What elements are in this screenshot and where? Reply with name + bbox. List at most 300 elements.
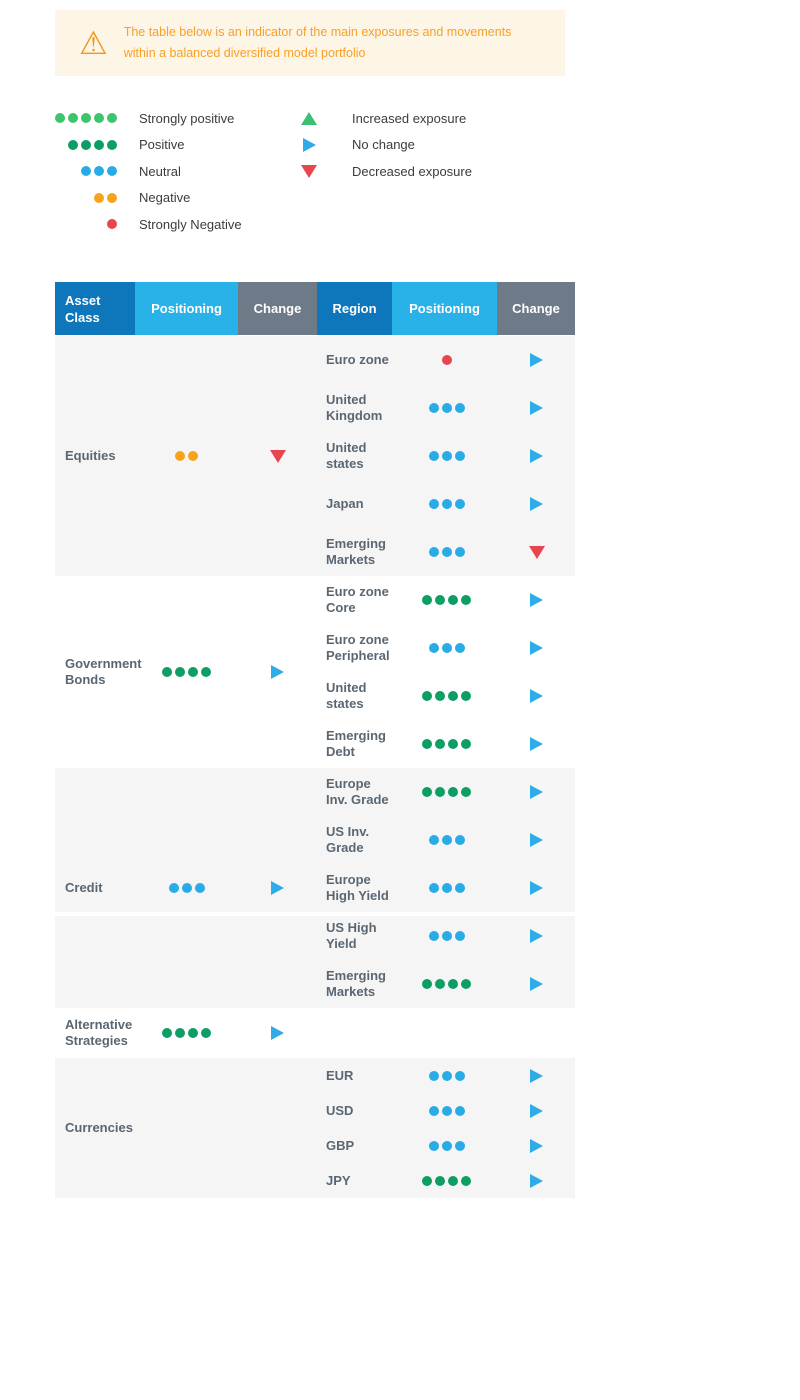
- positioning-dot: [455, 1141, 465, 1151]
- legend-row: [55, 158, 242, 185]
- region-row: [317, 768, 575, 816]
- region-row: [317, 384, 575, 432]
- region-row: [317, 480, 575, 528]
- positioning-dot: [448, 1176, 458, 1186]
- positioning-dots: [105, 219, 118, 229]
- positioning-dots: [427, 547, 466, 557]
- right-arrow-icon: [530, 881, 543, 895]
- region-label: GBP: [326, 1137, 355, 1153]
- region-positioning-cell: [395, 883, 498, 893]
- positioning-dots: [427, 1141, 466, 1151]
- legend-row: [300, 105, 472, 132]
- asset-change-cell: [238, 336, 317, 576]
- positioning-dots: [161, 1028, 213, 1038]
- right-arrow-icon: [530, 401, 543, 415]
- regions-column: [317, 336, 575, 576]
- region-name-cell: [317, 1138, 395, 1154]
- asset-change-cell: [238, 1058, 317, 1198]
- region-label: Emerging Markets: [326, 536, 386, 567]
- positioning-dot: [429, 451, 439, 461]
- region-row: [317, 432, 575, 480]
- positioning-dot: [448, 691, 458, 701]
- positioning-dot: [188, 667, 198, 677]
- legend-label: Increased exposure: [352, 110, 467, 126]
- region-name-cell: [317, 352, 395, 368]
- region-change-cell: [498, 353, 575, 367]
- asset-class-cell: [55, 1058, 135, 1198]
- positioning-dot: [429, 931, 439, 941]
- right-arrow-icon: [530, 737, 543, 751]
- asset-group-credit: [55, 768, 575, 1008]
- region-row: [317, 1058, 575, 1093]
- positioning-dot: [455, 403, 465, 413]
- positioning-dot: [429, 499, 439, 509]
- positioning-dots: [421, 787, 473, 797]
- region-row: [317, 624, 575, 672]
- region-positioning-cell: [395, 1106, 498, 1116]
- asset-class-label: Currencies: [65, 1120, 133, 1135]
- positioning-dot: [448, 979, 458, 989]
- asset-change-cell: [238, 768, 317, 1008]
- right-arrow-icon: [530, 449, 543, 463]
- region-positioning-cell: [395, 451, 498, 461]
- positioning-dot: [107, 193, 117, 203]
- legend-dots: [55, 140, 118, 150]
- header-cell-region-3: [317, 282, 392, 335]
- positioning-dots: [427, 1106, 466, 1116]
- positioning-dots: [421, 595, 473, 605]
- legend-row: [55, 105, 242, 132]
- region-label: Europe Inv. Grade: [326, 776, 389, 807]
- region-label: Emerging Debt: [326, 728, 386, 759]
- asset-class-label: Government Bonds: [65, 656, 142, 687]
- region-positioning-cell: [395, 979, 498, 989]
- asset-class-cell: [55, 1008, 135, 1058]
- legend-label: Strongly positive: [139, 110, 235, 126]
- positioning-dots: [440, 355, 453, 365]
- legend-symbol: [300, 165, 318, 178]
- positioning-dot: [107, 140, 117, 150]
- asset-positioning-cell: [135, 768, 238, 1008]
- legend: [55, 105, 575, 240]
- positioning-dot: [94, 193, 104, 203]
- positioning-dot: [422, 691, 432, 701]
- region-positioning-cell: [395, 355, 498, 365]
- right-arrow-icon: [530, 929, 543, 943]
- asset-change-cell: [238, 576, 317, 768]
- region-row: [317, 1093, 575, 1128]
- positioning-dot: [461, 1176, 471, 1186]
- positioning-dot: [169, 883, 179, 893]
- legend-label: Positive: [139, 137, 185, 153]
- positioning-dot: [442, 547, 452, 557]
- legend-row: [300, 132, 472, 159]
- header-label: Region: [332, 301, 377, 316]
- region-label: Japan: [326, 496, 364, 511]
- positioning-dot: [422, 1176, 432, 1186]
- positioning-dot: [461, 979, 471, 989]
- warning-text: The table below is an indicator of the main exposures and movements within a balanced diversified model portfolio: [123, 25, 512, 60]
- region-change-cell: [498, 497, 575, 511]
- warning-triangle-icon: ⚠: [79, 25, 108, 61]
- legend-label: Negative: [139, 190, 191, 206]
- region-name-cell: [317, 872, 395, 904]
- header-label: Change: [512, 301, 560, 316]
- positioning-dots: [427, 403, 466, 413]
- region-name-cell: [317, 776, 395, 808]
- positioning-dots: [427, 643, 466, 653]
- region-change-cell: [498, 785, 575, 799]
- region-label: Euro zone Core: [326, 584, 389, 615]
- positioning-dot: [68, 140, 78, 150]
- region-positioning-cell: [395, 787, 498, 797]
- group-divider: [55, 912, 575, 916]
- positioning-dot: [455, 643, 465, 653]
- region-name-cell: [317, 1103, 395, 1119]
- region-row: [317, 1128, 575, 1163]
- region-row: [317, 1163, 575, 1198]
- region-label: Emerging Markets: [326, 968, 386, 999]
- asset-class-label: Credit: [65, 880, 103, 895]
- region-positioning-cell: [395, 547, 498, 557]
- positioning-dots: [421, 979, 473, 989]
- header-cell-change-5: [497, 282, 575, 335]
- region-name-cell: [317, 920, 395, 952]
- table-body: [55, 336, 575, 1198]
- region-label: Euro zone: [326, 352, 389, 367]
- region-positioning-cell: [395, 595, 498, 605]
- positioning-dot: [435, 691, 445, 701]
- region-name-cell: [317, 1068, 395, 1084]
- region-positioning-cell: [395, 403, 498, 413]
- positioning-dot: [442, 931, 452, 941]
- legend-label: Strongly Negative: [139, 216, 242, 232]
- right-arrow-icon: [530, 977, 543, 991]
- header-cell-positioning-1: [135, 282, 238, 335]
- positioning-dots: [427, 499, 466, 509]
- region-change-cell: [498, 546, 575, 559]
- right-arrow-icon: [530, 1174, 543, 1188]
- region-label: Euro zone Peripheral: [326, 632, 390, 663]
- positioning-dot: [435, 787, 445, 797]
- header-label: Change: [253, 301, 302, 316]
- asset-class-label: Alternative Strategies: [65, 1017, 133, 1048]
- legend-row: [55, 211, 242, 238]
- positioning-dot: [442, 1071, 452, 1081]
- up-arrow-icon: [301, 112, 317, 125]
- positioning-dot: [442, 1141, 452, 1151]
- positioning-dots: [161, 667, 213, 677]
- region-label: United states: [326, 680, 367, 711]
- positioning-dot: [455, 1106, 465, 1116]
- positioning-dot: [81, 166, 91, 176]
- right-arrow-icon: [271, 881, 284, 895]
- right-arrow-icon: [530, 833, 543, 847]
- positioning-dot: [455, 883, 465, 893]
- right-arrow-icon: [530, 785, 543, 799]
- region-label: JPY: [326, 1172, 351, 1188]
- region-row: [317, 336, 575, 384]
- positioning-dot: [94, 166, 104, 176]
- positioning-dots: [66, 140, 118, 150]
- positioning-dot: [455, 1071, 465, 1081]
- region-name-cell: [317, 392, 395, 424]
- positioning-dot: [429, 883, 439, 893]
- asset-group-equities: [55, 336, 575, 576]
- positioning-dot: [201, 1028, 211, 1038]
- positioning-dot: [435, 595, 445, 605]
- region-name-cell: [317, 680, 395, 712]
- positioning-dot: [182, 883, 192, 893]
- right-arrow-icon: [271, 1026, 284, 1040]
- asset-group-currencies: [55, 1058, 575, 1198]
- legend-dots: [55, 166, 118, 176]
- region-row: [317, 576, 575, 624]
- region-label: US Inv. Grade: [326, 824, 370, 855]
- positioning-dot: [81, 113, 91, 123]
- table-header-row: [55, 282, 575, 335]
- legend-symbol: [300, 138, 318, 152]
- positioning-dot: [455, 547, 465, 557]
- region-row: [317, 816, 575, 864]
- header-label: Asset Class: [65, 292, 101, 325]
- positioning-dots: [427, 835, 466, 845]
- region-positioning-cell: [395, 739, 498, 749]
- regions-column: [317, 1058, 575, 1198]
- region-positioning-cell: [395, 1071, 498, 1081]
- legend-label: Neutral: [139, 163, 181, 179]
- right-arrow-icon: [530, 689, 543, 703]
- positioning-dot: [461, 739, 471, 749]
- positioning-dot: [175, 667, 185, 677]
- down-arrow-icon: [270, 450, 286, 463]
- positioning-dots: [427, 451, 466, 461]
- legend-row: [55, 185, 242, 212]
- asset-class-cell: [55, 576, 142, 768]
- header-label: Positioning: [409, 301, 480, 316]
- positioning-dot: [442, 883, 452, 893]
- positioning-dots: [174, 451, 200, 461]
- positioning-dot: [188, 1028, 198, 1038]
- legend-row: [55, 132, 242, 159]
- positioning-dot: [162, 667, 172, 677]
- region-change-cell: [498, 929, 575, 943]
- region-label: USD: [326, 1102, 354, 1118]
- positioning-dot: [107, 166, 117, 176]
- region-change-cell: [498, 737, 575, 751]
- positioning-dot: [442, 1106, 452, 1116]
- region-row: [317, 912, 575, 960]
- right-arrow-icon: [530, 1139, 543, 1153]
- right-arrow-icon: [530, 353, 543, 367]
- asset-group-alternative-strategies: [55, 1008, 575, 1058]
- legend-dots: [55, 193, 118, 203]
- asset-positioning-cell: [135, 1008, 238, 1058]
- positioning-dot: [442, 451, 452, 461]
- positioning-dot: [55, 113, 65, 123]
- region-change-cell: [498, 1069, 575, 1083]
- legend-change: [300, 105, 472, 185]
- positioning-dot: [188, 451, 198, 461]
- legend-row: [300, 158, 472, 185]
- positioning-dots: [427, 883, 466, 893]
- asset-change-cell: [238, 1008, 317, 1058]
- positioning-dot: [455, 451, 465, 461]
- positioning-dot: [455, 499, 465, 509]
- region-label: US High Yield: [326, 920, 377, 951]
- header-cell-asset-class-0: [55, 282, 135, 335]
- legend-dots: [55, 113, 118, 123]
- positioning-dot: [435, 979, 445, 989]
- positioning-dot: [448, 739, 458, 749]
- positioning-dot: [442, 403, 452, 413]
- positioning-dot: [107, 219, 117, 229]
- positioning-dot: [81, 140, 91, 150]
- asset-class-cell: [55, 336, 135, 576]
- region-row: [317, 672, 575, 720]
- positioning-dot: [442, 643, 452, 653]
- region-positioning-cell: [395, 931, 498, 941]
- region-name-cell: [317, 1173, 395, 1189]
- right-arrow-icon: [530, 593, 543, 607]
- positioning-dot: [442, 499, 452, 509]
- header-cell-positioning-4: [392, 282, 497, 335]
- region-positioning-cell: [395, 643, 498, 653]
- positioning-dots: [427, 1071, 466, 1081]
- positioning-dot: [94, 140, 104, 150]
- region-label: United states: [326, 440, 367, 471]
- legend-symbol: [300, 112, 318, 125]
- region-name-cell: [317, 440, 395, 472]
- region-change-cell: [498, 1174, 575, 1188]
- region-row: [317, 720, 575, 768]
- region-label: United Kingdom: [326, 392, 383, 423]
- region-name-cell: [317, 496, 395, 512]
- regions-column: [317, 1008, 575, 1058]
- region-positioning-cell: [395, 499, 498, 509]
- region-name-cell: [317, 632, 395, 664]
- positioning-dot: [422, 787, 432, 797]
- region-change-cell: [498, 593, 575, 607]
- legend-label: No change: [352, 137, 415, 153]
- positioning-dot: [429, 1071, 439, 1081]
- asset-positioning-cell: [135, 336, 238, 576]
- positioning-dots: [92, 193, 118, 203]
- region-change-cell: [498, 449, 575, 463]
- down-arrow-icon: [529, 546, 545, 559]
- warning-banner: [55, 10, 565, 76]
- positioning-dots: [421, 691, 473, 701]
- positioning-dots: [421, 739, 473, 749]
- positioning-dot: [429, 403, 439, 413]
- header-label: Positioning: [151, 301, 222, 316]
- positioning-dot: [442, 835, 452, 845]
- positioning-dot: [461, 787, 471, 797]
- region-change-cell: [498, 1139, 575, 1153]
- header-cell-change-2: [238, 282, 317, 335]
- region-positioning-cell: [395, 1176, 498, 1186]
- positioning-dot: [442, 355, 452, 365]
- right-arrow-icon: [530, 1069, 543, 1083]
- positioning-dot: [429, 1106, 439, 1116]
- region-name-cell: [317, 728, 395, 760]
- regions-column: [317, 768, 575, 1008]
- positioning-dot: [175, 451, 185, 461]
- asset-class-cell: [55, 768, 135, 1008]
- asset-positioning-cell: [135, 576, 238, 768]
- region-change-cell: [498, 833, 575, 847]
- region-positioning-cell: [395, 691, 498, 701]
- region-row: [317, 528, 575, 576]
- positioning-dot: [201, 667, 211, 677]
- positioning-dot: [94, 113, 104, 123]
- positioning-dot: [195, 883, 205, 893]
- right-arrow-icon: [303, 138, 316, 152]
- region-change-cell: [498, 689, 575, 703]
- positioning-dot: [107, 113, 117, 123]
- positioning-dot: [422, 595, 432, 605]
- legend-positioning: [55, 105, 242, 238]
- regions-column: [317, 576, 575, 768]
- region-change-cell: [498, 641, 575, 655]
- positioning-dot: [175, 1028, 185, 1038]
- asset-positioning-cell: [135, 1058, 238, 1198]
- positioning-dot: [455, 931, 465, 941]
- positioning-dot: [429, 835, 439, 845]
- asset-allocation-table: [55, 282, 575, 1198]
- down-arrow-icon: [301, 165, 317, 178]
- positioning-dot: [461, 691, 471, 701]
- positioning-dot: [68, 113, 78, 123]
- positioning-dot: [448, 595, 458, 605]
- region-name-cell: [317, 968, 395, 1000]
- region-change-cell: [498, 881, 575, 895]
- positioning-dot: [429, 547, 439, 557]
- asset-class-label: Equities: [65, 448, 116, 463]
- region-row: [317, 960, 575, 1008]
- positioning-dots: [421, 1176, 473, 1186]
- positioning-dot: [429, 643, 439, 653]
- region-name-cell: [317, 584, 395, 616]
- positioning-dot: [435, 739, 445, 749]
- region-label: EUR: [326, 1067, 354, 1083]
- positioning-dot: [422, 739, 432, 749]
- positioning-dots: [427, 931, 466, 941]
- positioning-dots: [53, 113, 118, 123]
- region-change-cell: [498, 977, 575, 991]
- legend-dots: [55, 219, 118, 229]
- positioning-dot: [162, 1028, 172, 1038]
- region-positioning-cell: [395, 1141, 498, 1151]
- region-change-cell: [498, 1104, 575, 1118]
- asset-group-government-bonds: [55, 576, 575, 768]
- region-label: Europe High Yield: [326, 872, 389, 903]
- positioning-dot: [461, 595, 471, 605]
- right-arrow-icon: [271, 665, 284, 679]
- positioning-dot: [422, 979, 432, 989]
- region-row: [317, 864, 575, 912]
- positioning-dot: [429, 1141, 439, 1151]
- positioning-dot: [435, 1176, 445, 1186]
- region-name-cell: [317, 824, 395, 856]
- right-arrow-icon: [530, 641, 543, 655]
- positioning-dots: [167, 883, 206, 893]
- region-change-cell: [498, 401, 575, 415]
- region-name-cell: [317, 536, 395, 568]
- right-arrow-icon: [530, 1104, 543, 1118]
- positioning-dots: [79, 166, 118, 176]
- legend-label: Decreased exposure: [352, 163, 472, 179]
